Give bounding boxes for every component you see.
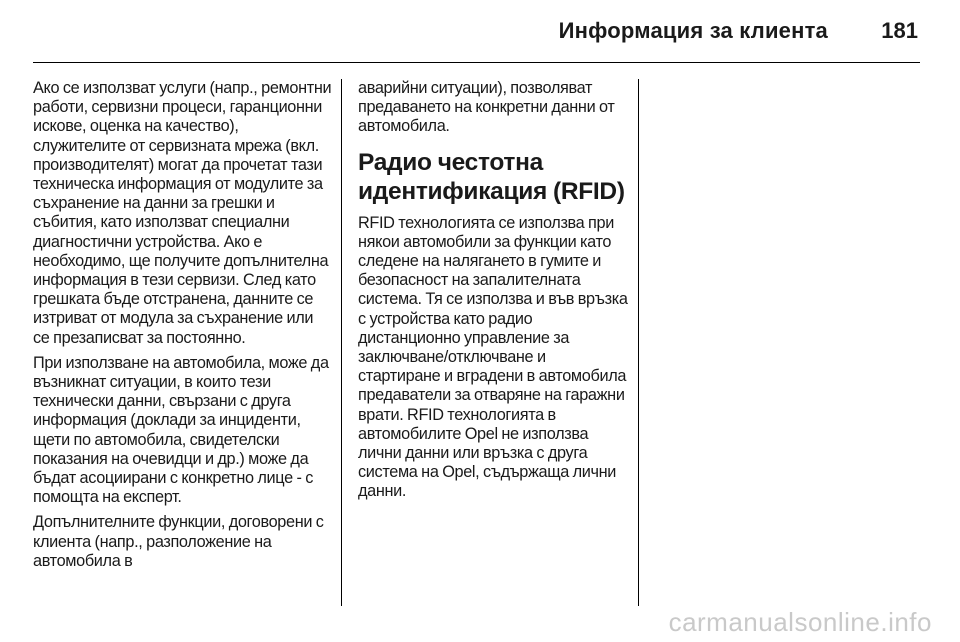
section-heading: Радио честотна идентификация (RFID): [358, 148, 625, 205]
page-title: Информация за клиента: [558, 18, 828, 43]
text-column-2: [358, 79, 630, 502]
paragraph: RFID технологията се използва при някои автомобили за функции като следене на налягането в гумите и безопасност на запалителната система. Тя се използва и във връзка с устройства като радио дистанционно управление за заключване/отключване и стартиране и вградени в автомобила предаватели за отваряне на гаражни врати. RFID технологията в автомобилите Opel не използва лични данни или връзка с друга система на Opel, съдържаща лични данни.: [358, 213, 628, 501]
column-divider: [341, 79, 342, 606]
paragraph: Допълнителните функции, договорени с клиента (напр., разположение на автомобила в: [33, 513, 324, 570]
header-divider: [33, 62, 920, 63]
paragraph: При използване на автомобила, може да възникнат ситуации, в които тези технически данни, свързани с друга информация (доклади за инциденти, щети по автомобила, свидетелски показания на очевидци и др.) може да бъдат асоциирани с конкретно лице - с помощта на експерт.: [33, 353, 329, 507]
column-divider: [638, 79, 639, 606]
paragraph: аварийни ситуации), позволяват предаването на конкретни данни от автомобила.: [358, 79, 615, 136]
text-column-1: [33, 79, 333, 571]
watermark: carmanualsonline.info: [668, 607, 932, 637]
paragraph: Ако се използват услуги (напр., ремонтни работи, сервизни процеси, гаранционни искове, оценка на качество), служителите от сервизната мрежа (вкл. производителят) могат да прочетат тази техническа информация от модулите за съхранение на данни за грешки и събития, като използват специални диагностични устройства. Ако е необходимо, ще получите допълнителна информация в тези сервизи. След като грешката бъде отстранена, данните се изтриват от модула за съхранение или се презаписват за постоянно.: [33, 79, 332, 347]
page-number: 181: [881, 18, 918, 43]
